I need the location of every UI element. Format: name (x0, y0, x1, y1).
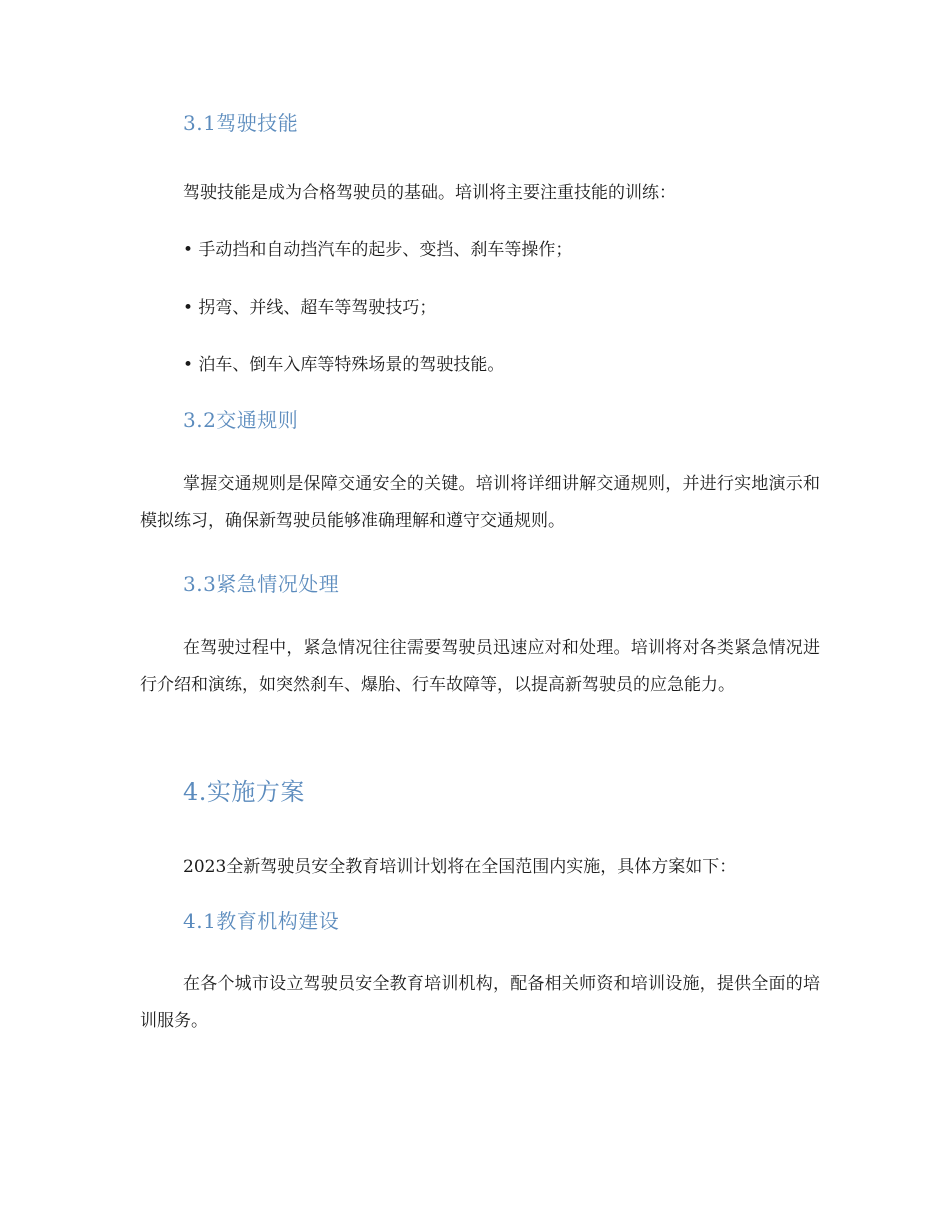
section-3-2-body: 掌握交通规则是保障交通安全的关键。培训将详细讲解交通规则，并进行实地演示和模拟练习，确保新驾驶员能够准确理解和遵守交通规则。 (140, 474, 820, 531)
section-4-1-body: 在各个城市设立驾驶员安全教育培训机构，配备相关师资和培训设施，提供全面的培训服务。 (140, 974, 820, 1031)
section-heading-3-3: 3.3紧急情况处理 (183, 572, 340, 596)
section-4-intro: 2023全新驾驶员安全教育培训计划将在全国范围内实施，具体方案如下： (183, 857, 737, 877)
section-heading-4-1: 4.1教育机构建设 (183, 909, 340, 933)
section-heading-3-2: 3.2交通规则 (183, 408, 299, 432)
bullet-item: • 拐弯、并线、超车等驾驶技巧； (183, 298, 437, 318)
section-heading-4: 4.实施方案 (183, 778, 305, 806)
bullet-item: • 手动挡和自动挡汽车的起步、变挡、刹车等操作； (183, 240, 573, 260)
bullet-item: • 泊车、倒车入库等特殊场景的驾驶技能。 (183, 355, 505, 375)
section-heading-3-1: 3.1驾驶技能 (183, 111, 299, 135)
section-3-3-body: 在驾驶过程中，紧急情况往往需要驾驶员迅速应对和处理。培训将对各类紧急情况进行介绍和演练，如突然刹车、爆胎、行车故障等，以提高新驾驶员的应急能力。 (140, 638, 820, 695)
section-3-1-intro: 驾驶技能是成为合格驾驶员的基础。培训将主要注重技能的训练： (183, 183, 676, 203)
